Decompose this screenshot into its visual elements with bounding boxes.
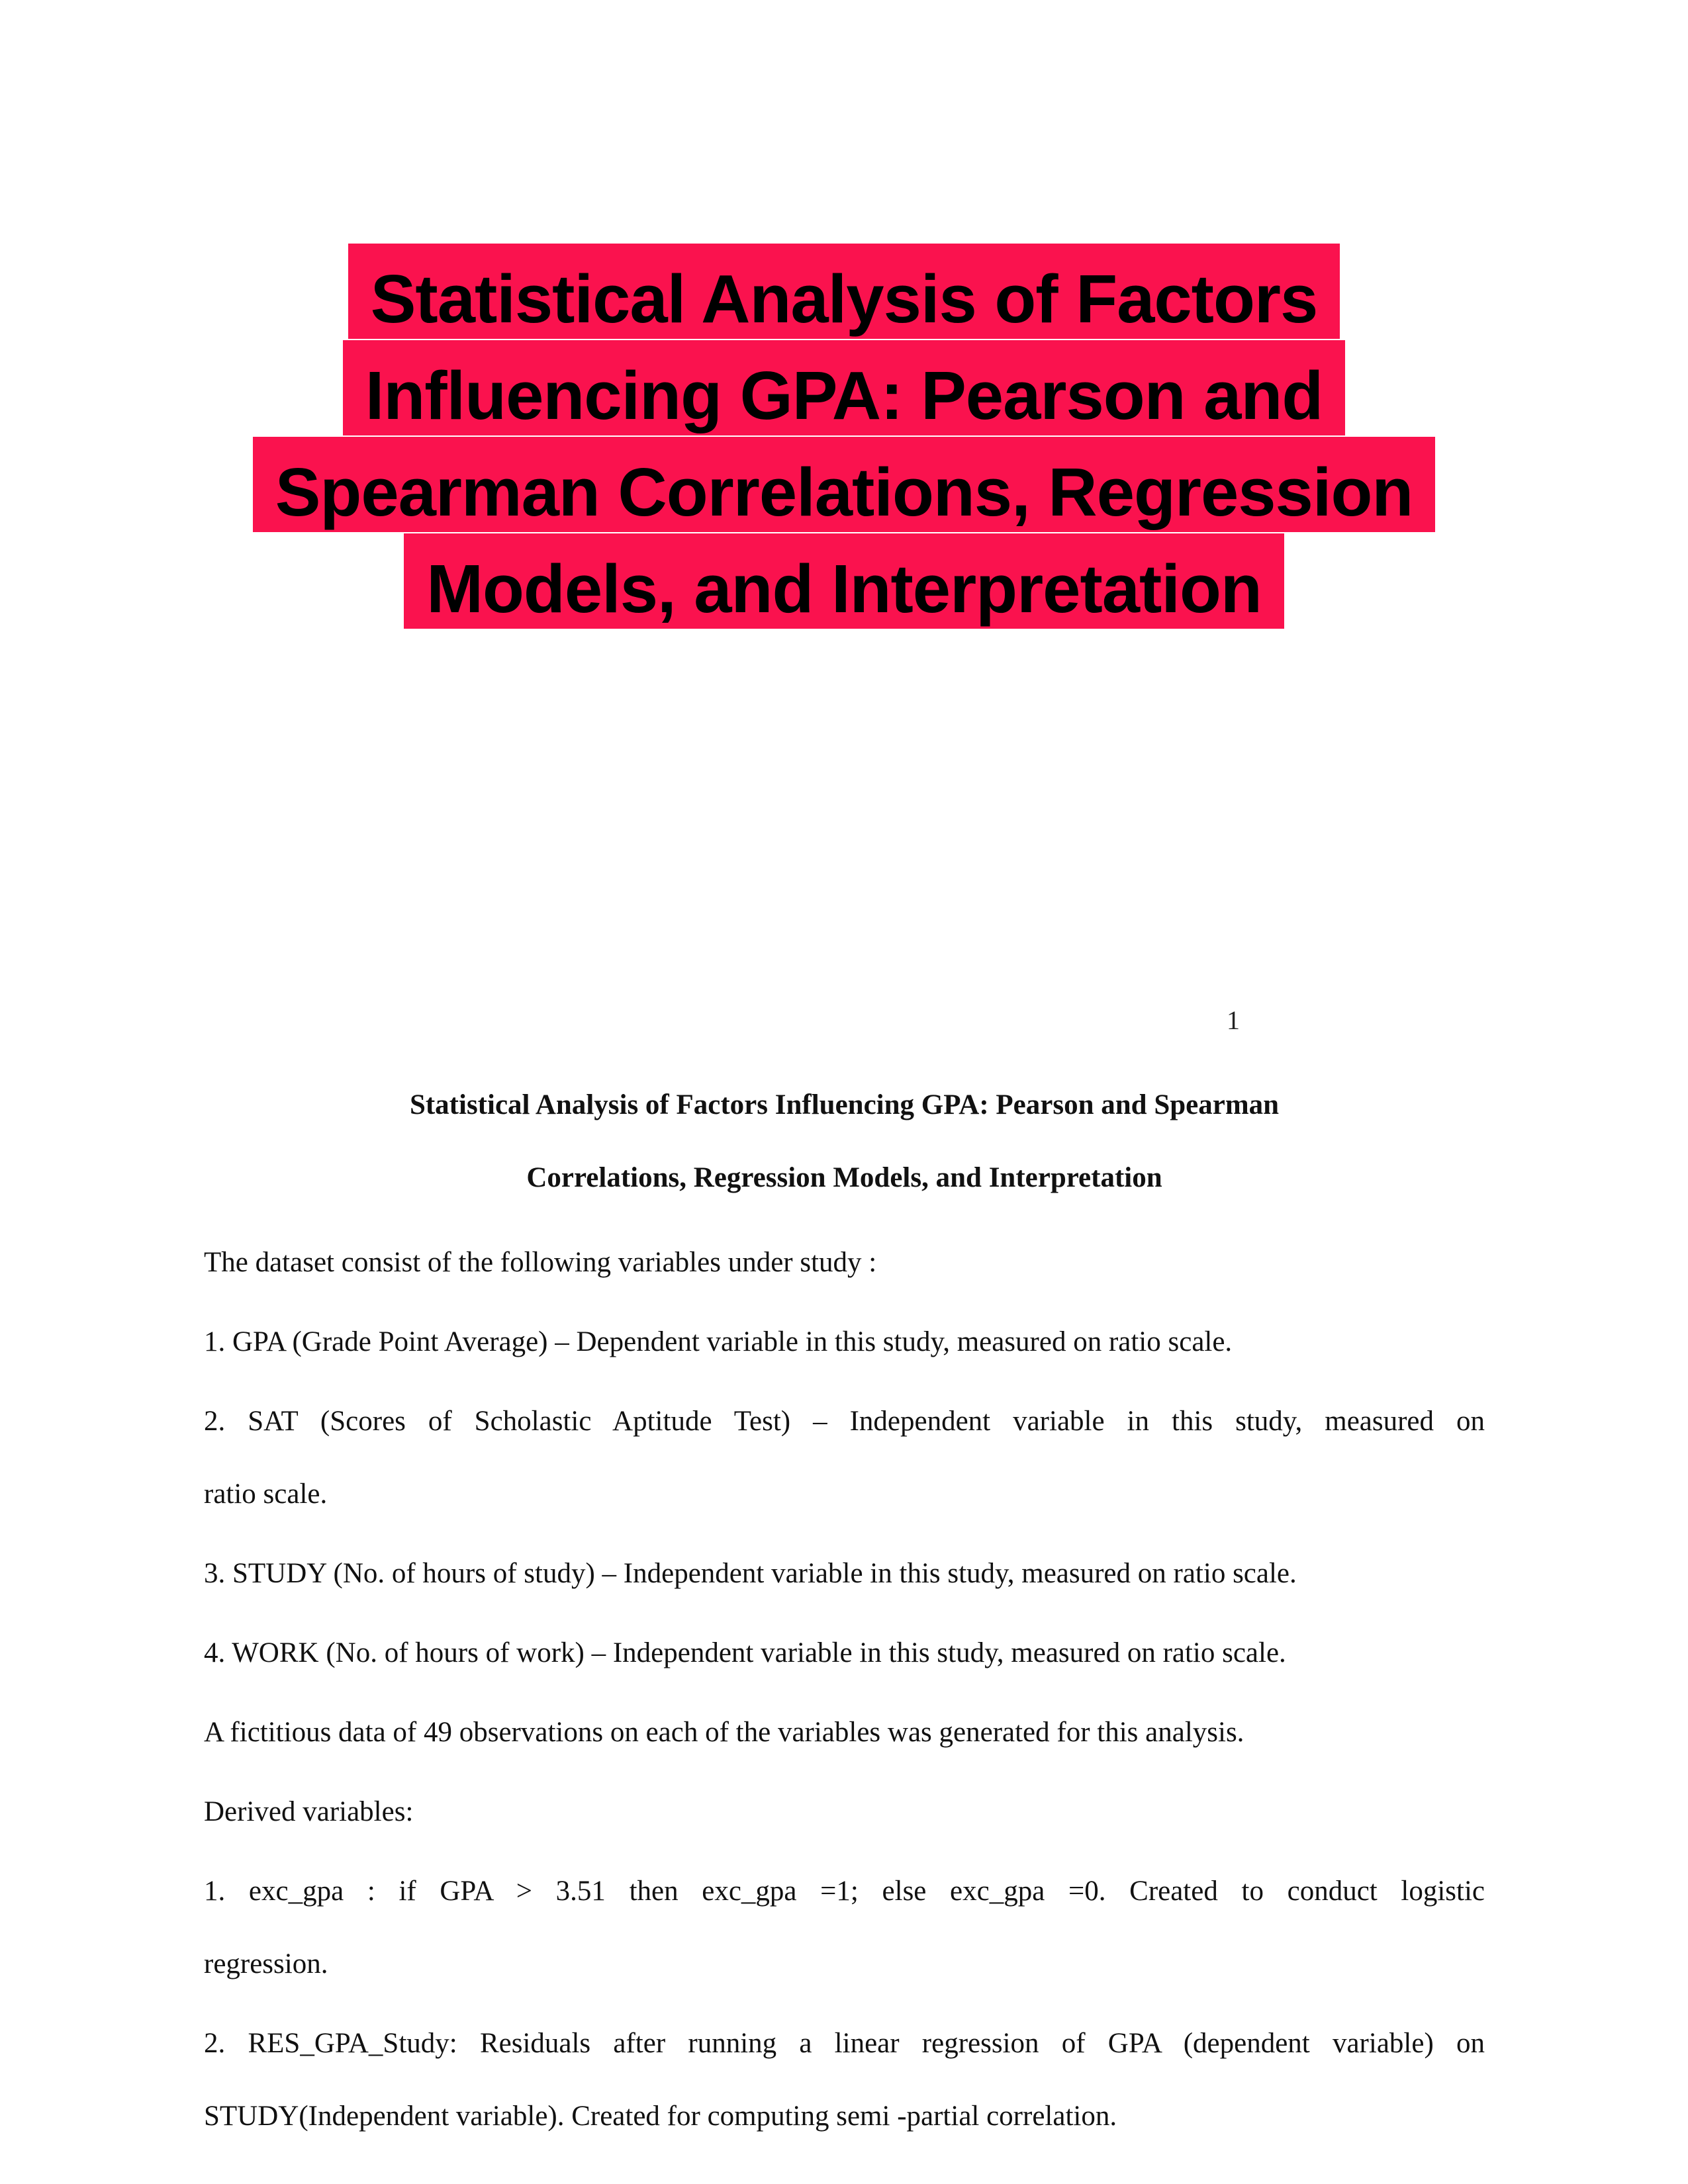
document-title-line-1: Statistical Analysis of Factors Influencing GPA: Pearson and Spearman	[409, 1089, 1280, 1120]
paragraph-derived-exc-gpa	[204, 1855, 1485, 2001]
document-title-line-2: Correlations, Regression Models, and Interpretation	[526, 1162, 1162, 1193]
banner-title-line-1: Statistical Analysis of Factors	[348, 244, 1340, 339]
paragraph-variable-gpa	[204, 1306, 1485, 1379]
paragraph-line: A fictitious data of 49 observations on each of the variables was generated for this analysis.	[204, 1717, 1244, 1748]
paragraph-derived-variables-heading	[204, 1776, 1485, 1848]
paragraph-variable-work	[204, 1617, 1485, 1690]
banner-title-line-3: Spearman Correlations, Regression	[253, 437, 1436, 532]
paragraph-variable-study	[204, 1537, 1485, 1610]
paragraph-line: Derived variables:	[204, 1796, 414, 1827]
banner-title-line-2: Influencing GPA: Pearson and	[343, 340, 1346, 435]
paragraph-line: 2. SAT (Scores of Scholastic Aptitude Test) – Independent variable in this study, measured on	[204, 1406, 1485, 1437]
document-title	[204, 1069, 1485, 1214]
banner-title-row	[0, 340, 1688, 437]
paragraph-dataset-intro	[204, 1226, 1485, 1299]
banner-title-row	[0, 244, 1688, 340]
banner-title	[0, 244, 1688, 630]
paragraph-line: 1. exc_gpa : if GPA > 3.51 then exc_gpa =1; else exc_gpa =0. Created to conduct logistic	[204, 1876, 1485, 1907]
paragraph-line: 2. RES_GPA_Study: Residuals after running a linear regression of GPA (dependent variable) on	[204, 2028, 1485, 2059]
paragraph-line: 3. STUDY (No. of hours of study) – Independent variable in this study, measured on ratio scale.	[204, 1558, 1297, 1589]
paragraph-line: The dataset consist of the following variables under study :	[204, 1247, 877, 1278]
paragraph-derived-res-gpa-study	[204, 2007, 1485, 2153]
paragraph-line: 1. GPA (Grade Point Average) – Dependent variable in this study, measured on ratio scale.	[204, 1326, 1233, 1357]
document-body	[204, 1069, 1485, 2160]
banner-title-line-4: Models, and Interpretation	[404, 533, 1284, 629]
banner-title-row	[0, 437, 1688, 533]
paragraph-line: 4. WORK (No. of hours of work) – Independent variable in this study, measured on ratio scale.	[204, 1637, 1286, 1668]
paragraph-line: STUDY(Independent variable). Created for computing semi -partial correlation.	[204, 2101, 1117, 2132]
paragraph-variable-sat	[204, 1385, 1485, 1531]
banner-title-row	[0, 533, 1688, 630]
paragraph-line: ratio scale.	[204, 1479, 328, 1510]
page-number: 1	[1227, 1005, 1240, 1035]
paragraph-line: regression.	[204, 1948, 328, 1979]
paragraph-fictitious-data	[204, 1696, 1485, 1769]
